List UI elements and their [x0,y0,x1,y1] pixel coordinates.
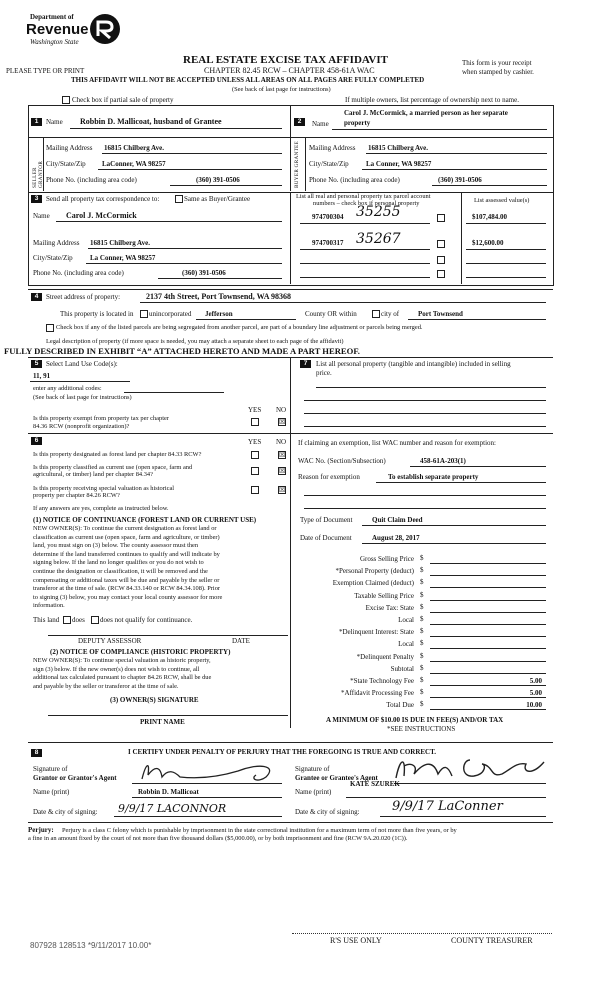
agency-line3: Washington State [30,38,79,46]
fee-label: Taxable Selling Price [354,591,414,600]
forest-no: NO [276,438,287,446]
land-use-codes[interactable]: 11, 91 [33,372,51,380]
notice2-title: (2) NOTICE OF COMPLIANCE (HISTORIC PROPERTY) [50,648,231,656]
fee-currency: $ [420,676,424,684]
grantee-signature[interactable] [390,752,550,786]
fee-label: *Affidavit Processing Fee [341,689,414,698]
seller-phone-label: Phone No. (including area code) [46,176,137,184]
land-does-label: does [72,616,85,624]
grantee-date-city[interactable]: 9/9/17 LaConner [392,799,503,814]
buyer-phone[interactable]: (360) 391-0506 [438,176,482,184]
grantor-date-label: Date & city of signing: [33,808,98,816]
notice1-line: compensating or additional taxes will be due and payable by the seller or [33,576,220,584]
exemption-label: If claiming an exemption, list WAC number and reason for exemption: [298,439,496,447]
forest-q1-no[interactable]: ☒ [279,451,286,459]
wac-label: WAC No. (Section/Subsection) [298,457,386,465]
fee-currency: $ [420,663,424,672]
parcel-1-handwritten: 35255 [356,204,401,220]
corr-phone[interactable]: (360) 391-0506 [182,269,226,277]
forest-q3b: property per chapter 84.26 RCW? [33,492,120,499]
fee-label: Total Due [386,701,414,710]
grantor-date-city[interactable]: 9/9/17 LACONNOR [118,802,227,815]
fee-label: Local [398,640,414,649]
segregated-checkbox[interactable] [46,324,54,332]
notice1-line: transferor at the time of sale. (RCW 84.33.140 or RCW 84.34.108). Prior [33,585,221,593]
fee-label: *Personal Property (deduct) [335,567,414,576]
grantor-name-label: Name (print) [33,788,70,796]
exempt-yes-checkbox[interactable] [251,418,259,426]
county-label: County OR within [305,310,357,318]
seller-address[interactable]: 16815 Chilberg Ave. [104,144,164,152]
see-instructions-note: *SEE INSTRUCTIONS [387,725,456,733]
grantor-name[interactable]: Robbin D. Mallicoat [138,788,199,796]
land-does-not-checkbox[interactable] [91,616,99,624]
corr-address-label: Mailing Address [33,239,80,247]
unincorporated-checkbox[interactable] [140,310,148,318]
form-warning: THIS AFFIDAVIT WILL NOT BE ACCEPTED UNLESS ALL AREAS ON ALL PAGES ARE FULLY COMPLETED [71,76,425,84]
notice1-title: (1) NOTICE OF CONTINUANCE (FOREST LAND OR CURRENT USE) [33,516,257,524]
document-date-label: Date of Document [300,534,352,542]
buyer-name-line2[interactable]: property [344,119,371,127]
partial-sale-checkbox[interactable] [62,96,70,104]
fee-currency: $ [420,590,424,599]
street-label: Street address of property: [46,293,121,301]
exemption-reason[interactable]: To establish separate property [388,473,479,481]
forest-q2-no[interactable]: ☒ [279,467,286,475]
forest-q1-yes[interactable] [251,451,259,459]
form-title: REAL ESTATE EXCISE TAX AFFIDAVIT [183,54,388,66]
corr-name-label: Name [33,212,50,220]
county-name[interactable]: Jefferson [205,310,233,318]
exempt-question-2: 84.36 RCW (nonprofit organization)? [33,423,130,430]
certification-title: I CERTIFY UNDER PENALTY OF PERJURY THAT THE FOREGOING IS TRUE AND CORRECT. [128,748,437,756]
fee-label: Exemption Claimed (deduct) [332,579,414,588]
city-of-label: city of [381,310,400,318]
notice2-line: additional tax calculated pursuant to chapter 84.26 RCW, shall be due [33,674,212,682]
fee-currency: $ [420,627,424,636]
parcel-2-handwritten: 35267 [356,231,401,247]
fee-currency: $ [420,639,424,648]
fee-value[interactable]: 10.00 [526,701,542,710]
buyer-phone-label: Phone No. (including area code) [309,176,400,184]
parcels-header-2: numbers – check box if personal property [313,200,420,207]
exempt-no-checkbox[interactable]: ☒ [279,418,286,426]
section-1-number: 1 [31,118,42,126]
parcel-4-personal-checkbox[interactable] [437,270,445,278]
parcel-2-personal-checkbox[interactable] [437,240,445,248]
grantor-sig-label-1: Signature of [33,765,68,773]
grantee-sig-label-2: Grantee or Grantee's Agent [295,774,378,782]
parcel-1-personal-checkbox[interactable] [437,214,445,222]
located-label: This property is located in [60,310,134,318]
land-does-checkbox[interactable] [63,616,71,624]
buyer-side-label: BUYER GRANTEE [294,141,300,188]
county-treasurer-label: COUNTY TREASURER [451,936,533,945]
cashier-stamp: 807928 128513 *9/11/2017 10.00* [30,941,152,950]
forest-q1: Is this property designated as forest land per chapter 84.33 RCW? [33,451,202,458]
exempt-question-1: Is this property exempt from property tax per chapter [33,415,169,422]
seller-name[interactable]: Robbin D. Mallicoat, husband of Grantee [80,117,222,126]
fee-currency: $ [420,554,424,562]
section-3-number: 3 [31,195,42,203]
fee-value[interactable]: 5.00 [529,689,542,698]
personal-property-label-1: List all personal property (tangible and intangible) included in selling [316,360,511,368]
property-city[interactable]: Port Townsend [418,310,463,318]
land-use-no: NO [276,406,287,414]
perjury-label: Perjury: [28,826,54,834]
buyer-name-label: Name [312,120,329,128]
deputy-date-label: DATE [232,637,250,645]
section-8-number: 8 [31,749,42,757]
notice1-line: classification as current use (open space, farm and agriculture, or timber) [33,533,220,541]
forest-if-yes: If any answers are yes, complete as instructed below. [33,505,169,512]
fee-value[interactable]: 5.00 [529,677,542,685]
seller-name-label: Name [46,118,63,126]
land-does-not-label: does not qualify for continuance. [100,616,193,624]
seller-city-label: City/State/Zip [46,160,86,168]
section-7-number: 7 [300,360,311,368]
parcels-header-1: List all real and personal property tax parcel account [296,193,431,200]
same-as-buyer-label: Same as Buyer/Grantee [184,195,251,203]
print-name-label: PRINT NAME [140,718,185,726]
corr-address[interactable]: 16815 Chilberg Ave. [90,239,150,247]
fee-label: Excise Tax: State [365,603,414,612]
additional-codes-label: enter any additional codes: [33,385,102,392]
grantee-date-label: Date & city of signing: [295,808,360,816]
corr-city-label: City/State/Zip [33,254,73,262]
corr-phone-label: Phone No. (including area code) [33,269,124,277]
legal-desc-label: Legal description of property (if more space is needed, you may attach a separate sheet to each page of the affidavit) [46,338,344,345]
land-use-yes: YES [248,406,262,414]
partial-sale-label: Check box if partial sale of property [72,96,174,104]
seller-address-label: Mailing Address [46,144,93,152]
see-back-land-use: (See back of last page for instructions) [33,394,132,401]
corr-name[interactable]: Carol J. McCormick [66,211,137,220]
grantee-name[interactable]: KATE SZUREK [350,780,400,788]
notice1-line: determine if the land transferred continues to qualify and will indicate by [33,550,220,558]
buyer-city-label: City/State/Zip [309,160,349,168]
fee-label: *Delinquent Penalty [356,652,414,661]
forest-q3a: Is this property receiving special valuation as historical [33,485,175,492]
notice1-line: NEW OWNER(S): To continue the current designation as forest land or [33,525,217,532]
fee-currency: $ [420,615,424,623]
dor-logo-icon [88,12,122,46]
within-city-checkbox[interactable] [372,310,380,318]
fee-currency: $ [420,700,424,709]
receipt-note-1: This form is your receipt [462,59,532,67]
grantee-signature-stroke [396,760,544,778]
same-as-buyer-checkbox[interactable] [175,195,183,203]
fee-currency: $ [420,602,424,611]
owner-signature-label: (3) OWNER(S) SIGNATURE [110,696,199,704]
buyer-name-line1[interactable]: Carol J. McCormick, a married person as her separate [344,109,508,117]
fee-currency: $ [420,688,424,697]
personal-property-label-2: price. [316,369,332,377]
agency-line2: Revenue [26,21,89,38]
fee-label: *Delinquent Interest: State [338,628,414,637]
fee-currency: $ [420,651,424,660]
reason-label: Reason for exemption [298,473,360,481]
forest-q3-no[interactable]: ☒ [279,486,286,494]
document-date[interactable]: August 28, 2017 [372,534,420,542]
section-4-number: 4 [31,293,42,301]
perjury-line2: a fine in an amount fixed by the court of not more than five thousand dollars ($5,000.00), or by both imprisonment and fine (RCW 9A.20.020 (1C)). [28,835,408,842]
section-5-number: 5 [31,360,42,368]
segregated-label: Check box if any of the listed parcels are being segregated from another parcel, are part of a boundary line adjustment or parcels being merged. [56,324,423,331]
forest-yes: YES [248,438,262,446]
buyer-city[interactable]: La Conner, WA 98257 [366,160,432,168]
unincorporated-label: unincorporated [149,310,192,318]
parcel-3-personal-checkbox[interactable] [437,256,445,264]
receipt-note-2: when stamped by cashier. [462,68,534,76]
section-6-number: 6 [31,437,42,445]
see-back-header: (See back of last page for instructions) [232,86,331,93]
deputy-assessor-label: DEPUTY ASSESSOR [78,637,142,645]
document-type-label: Type of Document [300,516,353,524]
grantee-sig-label-1: Signature of [295,765,330,773]
notice2-line: and payable by the seller or transferor at the time of sale. [33,682,179,690]
parcel-2-value[interactable]: $12,600.00 [472,239,504,247]
multiple-owners-note: If multiple owners, list percentage of ownership next to name. [345,96,519,104]
forest-q3-yes[interactable] [251,486,259,494]
please-type: PLEASE TYPE OR PRINT [6,67,85,75]
grantee-name-label: Name (print) [295,788,332,796]
fee-currency: $ [420,566,424,575]
parcel-1-value[interactable]: $107,484.00 [472,213,507,221]
perjury-line1: Perjury is a class C felony which is punishable by imprisonment in the state correctional institution for a maximum term of not more than five years, or by [62,827,457,834]
grantor-signature-stroke [142,766,270,780]
forest-q2b: agricultural, or timber) land per chapter 84.34? [33,471,153,478]
minimum-fee-note: A MINIMUM OF $10.00 IS DUE IN FEE(S) AND/OR TAX [326,716,504,724]
buyer-address[interactable]: 16815 Chilberg Ave. [368,144,428,152]
notice2-line: NEW OWNER(S): To continue special valuation as historic property, [33,657,211,664]
corr-city[interactable]: La Conner, WA 98257 [90,254,156,262]
form-subtitle: CHAPTER 82.45 RCW – CHAPTER 458-61A WAC [204,66,375,75]
seller-side-label: SELLER GRANTOR [32,160,44,188]
value-header: List assessed value(s) [474,197,530,204]
dor-logo [8,12,128,56]
correspondence-label: Send all property tax correspondence to: [46,195,160,203]
land-use-label: Select Land Use Code(s): [46,360,118,368]
this-land-label: This land [33,616,60,624]
forest-q2-yes[interactable] [251,467,259,475]
document-type[interactable]: Quit Claim Deed [372,516,423,524]
agency-line1: Department of [30,13,74,21]
fee-label: Gross Selling Price [359,555,414,563]
fee-currency: $ [420,578,424,587]
notice1-line: land, you must sign on (3) below. The county assessor must then [33,542,199,550]
grantor-signature[interactable] [138,757,288,787]
parcel-1-number[interactable]: 974700304 [312,213,344,221]
seller-city[interactable]: LaConner, WA 98257 [102,160,166,168]
exhibit-text[interactable]: FULLY DESCRIBED IN EXHIBIT “A” ATTACHED HERETO AND MADE A PART HEREOF. [4,346,360,356]
notice1-line: signing below. If the land no longer qualifies or you do not wish to [33,559,204,567]
wac-number[interactable]: 458-61A-203(1) [420,457,466,465]
seller-phone[interactable]: (360) 391-0506 [196,176,240,184]
buyer-address-label: Mailing Address [309,144,356,152]
section-2-number: 2 [294,118,305,126]
use-only-label: R'S USE ONLY [330,936,382,945]
street-address[interactable]: 2137 4th Street, Port Townsend, WA 98368 [146,292,292,301]
notice1-line: to signing (3) below, you may contact your local county assessor for more [33,593,223,601]
fee-table [290,552,552,712]
notice1-line: information. [33,602,65,610]
fee-label: Subtotal [390,664,414,673]
forest-q2a: Is this property classified as current use (open space, farm and [33,464,193,471]
grantor-sig-label-2: Grantor or Grantor's Agent [33,774,117,782]
parcel-2-number[interactable]: 974700317 [312,239,344,247]
notice2-line: sign (3) below. If the new owner(s) does not wish to continue, all [33,665,200,673]
fee-label: *State Technology Fee [350,677,414,685]
notice1-line: continue the designation or classification, it will be removed and the [33,568,208,575]
fee-label: Local [398,616,414,624]
